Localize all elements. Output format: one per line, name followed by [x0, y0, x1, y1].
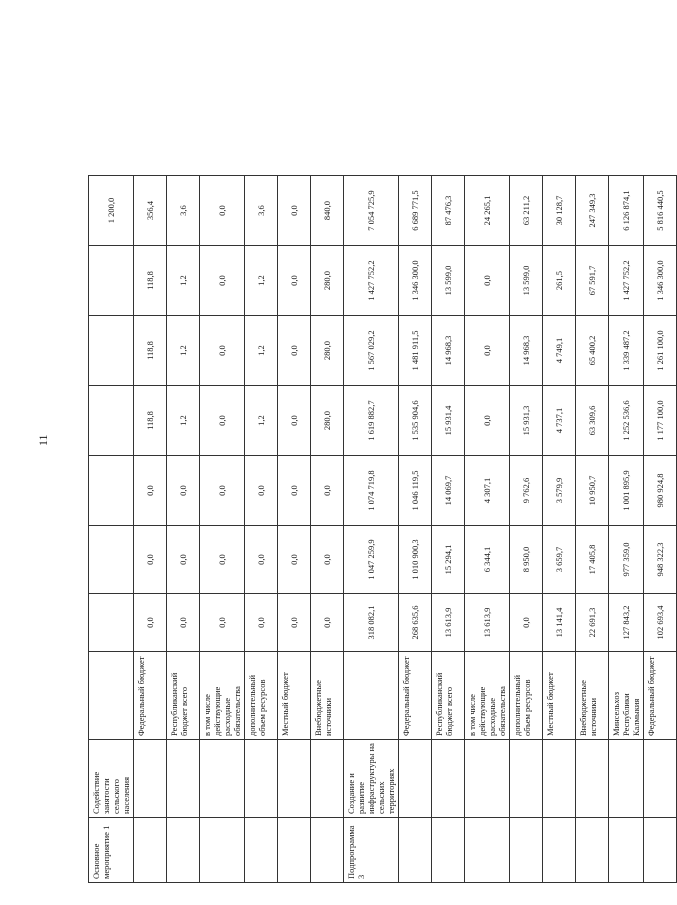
value-cell: 247 349,3: [576, 176, 609, 246]
value-cell: 10 950,7: [576, 456, 609, 526]
source-cell: Минсельхоз Республики Калмыкия: [609, 652, 644, 740]
value-cell: 948 322,3: [644, 526, 677, 594]
value-cell: 4 749,1: [543, 316, 576, 386]
value-cell: 0,0: [278, 176, 311, 246]
value-cell: 0,0: [465, 386, 510, 456]
value-cell: 1,2: [167, 316, 200, 386]
value-cell: [89, 526, 134, 594]
value-cell: 13 613,9: [465, 594, 510, 652]
value-cell: 0,0: [278, 456, 311, 526]
value-cell: [89, 456, 134, 526]
title-cell: Создание и развитие инфраструктуры на сельских территориях: [344, 740, 399, 818]
source-cell: Внебюджетные источники: [311, 652, 344, 740]
value-cell: 9 762,6: [510, 456, 543, 526]
value-cell: 977 359,0: [609, 526, 644, 594]
program-cell: [609, 818, 644, 883]
value-cell: 840,0: [311, 176, 344, 246]
value-cell: 67 591,7: [576, 246, 609, 316]
value-cell: 6 689 771,5: [399, 176, 432, 246]
value-cell: 0,0: [245, 526, 278, 594]
value-cell: 1 481 911,5: [399, 316, 432, 386]
title-cell: [465, 740, 510, 818]
value-cell: 0,0: [200, 526, 245, 594]
value-cell: [89, 246, 134, 316]
value-cell: 22 691,3: [576, 594, 609, 652]
value-cell: 261,5: [543, 246, 576, 316]
value-cell: 1,2: [167, 246, 200, 316]
source-cell: Местный бюджет: [543, 652, 576, 740]
value-cell: [89, 594, 134, 652]
value-cell: 0,0: [200, 456, 245, 526]
program-cell: [399, 818, 432, 883]
value-cell: 0,0: [200, 246, 245, 316]
value-cell: 0,0: [311, 456, 344, 526]
value-cell: 65 400,2: [576, 316, 609, 386]
value-cell: 0,0: [278, 594, 311, 652]
program-cell: Основное мероприятие 1: [89, 818, 134, 883]
value-cell: 30 128,7: [543, 176, 576, 246]
value-cell: 280,0: [311, 386, 344, 456]
value-cell: 0,0: [167, 526, 200, 594]
table-row: [609, 53, 644, 883]
value-cell: 356,4: [134, 176, 167, 246]
value-cell: 0,0: [510, 594, 543, 652]
value-cell: 14 968,3: [432, 316, 465, 386]
value-cell: 1 177 100,0: [644, 386, 677, 456]
program-cell: [543, 818, 576, 883]
value-cell: 1 074 719,8: [344, 456, 399, 526]
budget-table: [88, 52, 677, 883]
value-cell: 6 126 874,1: [609, 176, 644, 246]
value-cell: 1 619 882,7: [344, 386, 399, 456]
value-cell: 4 737,1: [543, 386, 576, 456]
value-cell: 280,0: [311, 316, 344, 386]
title-cell: [399, 740, 432, 818]
value-cell: 318 082,1: [344, 594, 399, 652]
value-cell: 14 069,7: [432, 456, 465, 526]
value-cell: 63 211,2: [510, 176, 543, 246]
value-cell: 0,0: [200, 594, 245, 652]
value-cell: 13 613,9: [432, 594, 465, 652]
value-cell: 0,0: [465, 316, 510, 386]
value-cell: 3,6: [245, 176, 278, 246]
title-cell: Содействие занятости сельского населения: [89, 740, 134, 818]
value-cell: 0,0: [167, 594, 200, 652]
table-row: [465, 53, 510, 883]
value-cell: 8 950,0: [510, 526, 543, 594]
value-cell: 0,0: [311, 594, 344, 652]
title-cell: [609, 740, 644, 818]
source-cell: в том числе действующие расходные обязательства: [200, 652, 245, 740]
program-cell: [167, 818, 200, 883]
value-cell: 6 344,1: [465, 526, 510, 594]
value-cell: 1 200,0: [89, 176, 134, 246]
value-cell: 280,0: [311, 246, 344, 316]
table-row: [432, 53, 465, 883]
value-cell: 13 599,0: [432, 246, 465, 316]
value-cell: 3 659,7: [543, 526, 576, 594]
program-cell: [465, 818, 510, 883]
program-cell: [311, 818, 344, 883]
value-cell: 7 054 725,9: [344, 176, 399, 246]
table-row: [644, 53, 677, 883]
value-cell: 0,0: [245, 456, 278, 526]
title-cell: [167, 740, 200, 818]
value-cell: 1 261 100,0: [644, 316, 677, 386]
program-cell: [576, 818, 609, 883]
value-cell: 980 924,8: [644, 456, 677, 526]
table-row: [311, 53, 344, 883]
source-cell: [344, 652, 399, 740]
value-cell: 17 405,8: [576, 526, 609, 594]
source-cell: Местный бюджет: [278, 652, 311, 740]
source-cell: дополнительный объем ресурсов: [245, 652, 278, 740]
value-cell: 1 427 752,2: [609, 246, 644, 316]
program-cell: Подпрограмма 3: [344, 818, 399, 883]
value-cell: 0,0: [200, 316, 245, 386]
value-cell: [89, 386, 134, 456]
value-cell: 4 307,1: [465, 456, 510, 526]
table-row: [89, 53, 134, 883]
title-cell: [134, 740, 167, 818]
table-row: [344, 53, 399, 883]
value-cell: 0,0: [245, 594, 278, 652]
source-cell: Федеральный бюджет: [134, 652, 167, 740]
value-cell: [89, 316, 134, 386]
value-cell: 127 843,2: [609, 594, 644, 652]
value-cell: 1 346 300,0: [644, 246, 677, 316]
table-row: [200, 53, 245, 883]
program-cell: [278, 818, 311, 883]
value-cell: 1,2: [167, 386, 200, 456]
value-cell: 1 567 029,2: [344, 316, 399, 386]
value-cell: 63 309,6: [576, 386, 609, 456]
table-row: [510, 53, 543, 883]
title-cell: [311, 740, 344, 818]
value-cell: 1 535 904,6: [399, 386, 432, 456]
value-cell: 14 968,3: [510, 316, 543, 386]
source-cell: Республиканский бюджет всего: [167, 652, 200, 740]
value-cell: 1 047 259,9: [344, 526, 399, 594]
value-cell: 15 931,3: [510, 386, 543, 456]
value-cell: 0,0: [278, 246, 311, 316]
table-row: [399, 53, 432, 883]
source-cell: дополнительный объем ресурсов: [510, 652, 543, 740]
rotated-table-area: [88, 53, 665, 883]
value-cell: 13 599,0: [510, 246, 543, 316]
value-cell: 24 265,1: [465, 176, 510, 246]
value-cell: 87 476,3: [432, 176, 465, 246]
value-cell: 1 346 300,0: [399, 246, 432, 316]
value-cell: 1 046 119,5: [399, 456, 432, 526]
source-cell: [89, 652, 134, 740]
value-cell: 0,0: [134, 594, 167, 652]
value-cell: 0,0: [167, 456, 200, 526]
value-cell: 0,0: [465, 246, 510, 316]
page-number: 11: [36, 434, 50, 446]
value-cell: 1 001 895,9: [609, 456, 644, 526]
program-cell: [245, 818, 278, 883]
source-cell: Федеральный бюджет: [644, 652, 677, 740]
value-cell: 5 816 440,5: [644, 176, 677, 246]
title-cell: [278, 740, 311, 818]
table-row: [576, 53, 609, 883]
value-cell: 1 339 487,2: [609, 316, 644, 386]
title-cell: [510, 740, 543, 818]
value-cell: 118,8: [134, 246, 167, 316]
value-cell: 0,0: [311, 526, 344, 594]
program-cell: [432, 818, 465, 883]
value-cell: 268 635,6: [399, 594, 432, 652]
title-cell: [200, 740, 245, 818]
value-cell: 3 579,9: [543, 456, 576, 526]
value-cell: 0,0: [134, 526, 167, 594]
table-row: [278, 53, 311, 883]
program-cell: [134, 818, 167, 883]
source-cell: Федеральный бюджет: [399, 652, 432, 740]
source-cell: в том числе действующие расходные обязательства: [465, 652, 510, 740]
table-row: [245, 53, 278, 883]
value-cell: 0,0: [278, 526, 311, 594]
program-cell: [644, 818, 677, 883]
value-cell: 1,2: [245, 246, 278, 316]
table-row: [167, 53, 200, 883]
source-cell: Внебюджетные источники: [576, 652, 609, 740]
title-cell: [644, 740, 677, 818]
value-cell: 1 252 536,6: [609, 386, 644, 456]
table-row: [134, 53, 167, 883]
value-cell: 1,2: [245, 316, 278, 386]
value-cell: 0,0: [134, 456, 167, 526]
value-cell: 0,0: [278, 316, 311, 386]
program-cell: [200, 818, 245, 883]
table-body: [89, 53, 677, 883]
program-cell: [510, 818, 543, 883]
value-cell: 118,8: [134, 316, 167, 386]
value-cell: 118,8: [134, 386, 167, 456]
value-cell: 15 931,4: [432, 386, 465, 456]
value-cell: 102 693,4: [644, 594, 677, 652]
value-cell: 1,2: [245, 386, 278, 456]
source-cell: Республиканский бюджет всего: [432, 652, 465, 740]
title-cell: [245, 740, 278, 818]
value-cell: 0,0: [200, 176, 245, 246]
value-cell: 15 294,1: [432, 526, 465, 594]
title-cell: [576, 740, 609, 818]
table-row: [543, 53, 576, 883]
value-cell: 1 010 900,3: [399, 526, 432, 594]
value-cell: 0,0: [200, 386, 245, 456]
value-cell: 0,0: [278, 386, 311, 456]
value-cell: 3,6: [167, 176, 200, 246]
title-cell: [543, 740, 576, 818]
title-cell: [432, 740, 465, 818]
value-cell: 13 141,4: [543, 594, 576, 652]
value-cell: 1 427 752,2: [344, 246, 399, 316]
